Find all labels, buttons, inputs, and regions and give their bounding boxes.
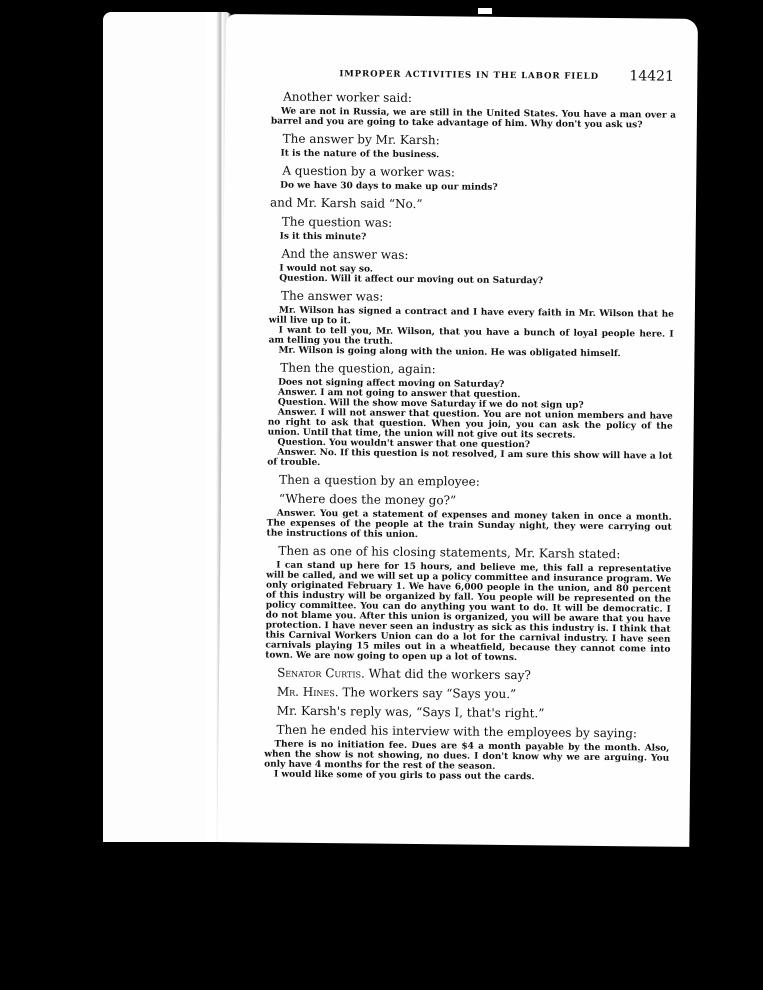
quoted-paragraph: Question. Will it affect our moving out on Saturday? [279, 273, 544, 287]
testimony-line: and Mr. Karsh said “No.” [269, 195, 423, 212]
testimony-line [265, 684, 670, 702]
quoted-paragraph: We are not in Russia, we are still in the United States. You have a man over a barrel and you are going to take advantage of him. Why don't you ask us? [270, 106, 677, 131]
testimony-line: Another worker said: [283, 89, 413, 105]
quoted-paragraph: Mr. Wilson has signed a contract and I have every faith in Mr. Wilson that he will live up to it. [268, 305, 674, 327]
page-number: 14421 [629, 68, 674, 85]
testimony-line: Mr. Karsh's reply was, “Says I, that's right.” [276, 703, 545, 721]
quoted-paragraph: There is no initiation fee. Dues are $4 a month payable by the month. Also, when the show is not showing, no dues. I don't know why we are arguing. You only have 4 months for the rest of the season. [264, 739, 670, 772]
speaker-name: Senator Curtis. [277, 665, 365, 681]
speech-text: The workers say “Says you.” [338, 685, 517, 702]
testimony-line: “Where does the money go?” [278, 491, 457, 508]
testimony-line: Then a question by an employee: [279, 472, 480, 489]
testimony-line: The answer was: [280, 288, 384, 304]
quoted-paragraph: Does not signing affect moving on Saturday? [278, 377, 505, 390]
quoted-paragraph: Mr. Wilson is going along with the union. He was obligated himself. [278, 345, 621, 360]
speech-text: What did the workers say? [364, 666, 531, 683]
right-page [217, 14, 698, 847]
quoted-paragraph: Is it this minute? [279, 231, 367, 243]
quoted-paragraph: Do we have 30 days to make up our minds? [280, 180, 498, 193]
quoted-paragraph: Question. You wouldn't answer that one question? [277, 437, 531, 451]
quoted-paragraph: I can stand up here for 15 hours, and believe me, this fall a representative will be called, and we will set up a policy committee and insurance program. We only originated February 1. We have 6,000 people in the union, and 80 percent of this industry will be organized by fall. You people will be represented on the policy committee. You can do anything you want to do. It will be democratic. I do not blame you. After this union is organized, you will be aware that you have protection. I have never seen an industry as sick as this industry is. I think that this Carnival Workers Union can do a lot for the carnival industry. I have seen carnivals playing 15 miles out in a wheatfield, because they cannot come into town. We are now going to open up a lot of towns. [265, 560, 672, 664]
testimony-line [265, 665, 670, 683]
quoted-paragraph: I want to tell you, Mr. Wilson, that you have a bunch of loyal people here. I am telling you the truth. [268, 325, 674, 347]
testimony-line: A question by a worker was: [282, 163, 456, 180]
page-body [264, 84, 676, 783]
testimony-line: And the answer was: [281, 246, 409, 262]
quoted-paragraph: Answer. I am not going to answer that question. [277, 387, 521, 401]
testimony-line: The question was: [281, 214, 393, 230]
quoted-paragraph: Answer. You get a statement of expenses and money taken in once a month. The expenses of the people at the train Sunday night, they were carrying out the instructions of this union. [266, 508, 672, 541]
quoted-paragraph: Answer. No. If this question is not resolved, I am sure this show will have a lot of trouble. [267, 447, 673, 469]
quoted-paragraph: I would not say so. [279, 263, 374, 275]
testimony-line: Then he ended his interview with the employees by saying: [276, 722, 638, 741]
quoted-paragraph: I would like some of you girls to pass out the cards. [273, 769, 535, 783]
quoted-paragraph: Answer. I will not answer that question. You are not union members and have no right to ask that question. When you join, you can ask the policy of the union. Until that time, the union will not give out its secrets. [267, 407, 673, 441]
running-head: IMPROPER ACTIVITIES IN THE LABOR FIELD [339, 69, 600, 82]
quoted-paragraph: Question. Will the show move Saturday if we do not sign up? [277, 397, 584, 411]
testimony-line: Then as one of his closing statements, Mr. Karsh stated: [278, 543, 621, 562]
testimony-line: The answer by Mr. Karsh: [282, 131, 440, 148]
speaker-name: Mr. Hines. [276, 684, 339, 700]
left-page [103, 12, 233, 842]
testimony-line: Then the question, again: [280, 360, 436, 377]
scan-mark [478, 8, 492, 14]
quoted-paragraph: It is the nature of the business. [280, 148, 440, 161]
